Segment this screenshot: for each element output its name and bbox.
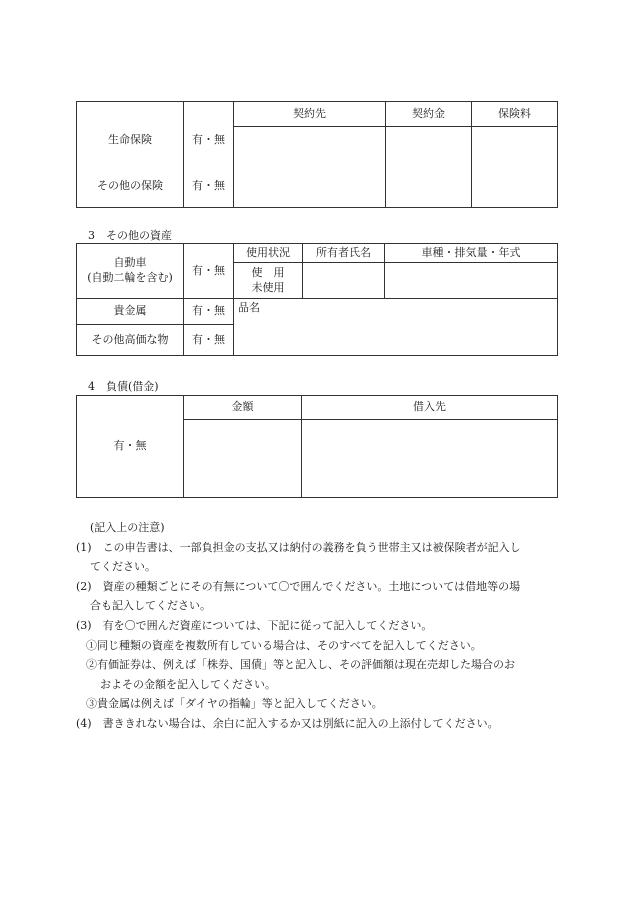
life-insurance-label: 生命保険	[108, 132, 152, 146]
other-insurance-status[interactable]: 有・無	[192, 178, 225, 192]
debt-table	[76, 395, 558, 498]
insurance-status-cell	[184, 127, 234, 208]
usage-not-in-use: 未使用	[251, 280, 285, 294]
note-line: ①同じ種類の資産を複数所有している場合は、そのすべてを記入してください。	[86, 638, 482, 652]
header-owner-name: 所有者氏名	[303, 244, 385, 263]
notes	[76, 518, 570, 734]
item-name-label: 品名	[238, 301, 260, 314]
header-contractor: 契約先	[234, 102, 386, 127]
car-status[interactable]: 有・無	[184, 244, 234, 299]
lender-field[interactable]	[302, 420, 558, 498]
valuables-label: その他高価な物	[77, 325, 184, 356]
header-lender: 借入先	[302, 396, 558, 420]
other-assets-table	[76, 243, 558, 356]
other-assets-title: 3 その他の資産	[88, 229, 172, 242]
header-car-model: 車種・排気量・年式	[385, 244, 558, 263]
other-insurance-label: その他の保険	[97, 178, 163, 192]
notes-heading: (記入上の注意)	[90, 521, 165, 534]
car-usage-cell[interactable]	[234, 263, 303, 299]
note-line: (1) この申告書は、一部負担金の支払又は納付の義務を負う世帯主又は被保険者が記入し	[76, 540, 521, 554]
insurance-labels	[77, 127, 184, 208]
car-label-line1: 自動車	[113, 256, 147, 270]
note-line: (3) 有を〇で囲んだ資産については、下記に従って記入してください。	[76, 618, 433, 632]
insurance-corner-cell-2	[184, 102, 234, 127]
amount-field[interactable]	[184, 420, 302, 498]
note-line: ③貴金属は例えば「ダイヤの指輪」等と記入してください。	[86, 697, 383, 711]
item-name-field[interactable]	[234, 299, 558, 356]
precious-metal-status[interactable]: 有・無	[184, 299, 234, 325]
precious-metal-label: 貴金属	[77, 299, 184, 325]
car-label	[77, 244, 184, 299]
insurance-table	[76, 101, 558, 208]
note-line: (4) 書ききれない場合は、余白に記入するか又は別紙に記入の上添付してください。	[76, 716, 499, 730]
usage-in-use: 使 用	[251, 265, 285, 279]
note-line: てください。	[90, 560, 156, 574]
note-line: (2) 資産の種類ごとにその有無について〇で囲んでください。土地については借地等の場	[76, 579, 521, 593]
contractor-field[interactable]	[234, 127, 386, 208]
header-amount: 金額	[184, 396, 302, 420]
valuables-status[interactable]: 有・無	[184, 325, 234, 356]
header-premium: 保険料	[472, 102, 558, 127]
car-label-line2: (自動二輪を含む)	[87, 271, 173, 284]
owner-name-field[interactable]	[303, 263, 385, 299]
note-line: およその金額を記入してください。	[100, 677, 276, 691]
note-line: 合も記入してください。	[90, 599, 211, 613]
debt-status[interactable]: 有・無	[77, 396, 184, 498]
insurance-corner-cell	[77, 102, 184, 127]
premium-field[interactable]	[472, 127, 558, 208]
debt-title: 4 負債(借金)	[88, 380, 159, 393]
header-contract-amount: 契約金	[386, 102, 472, 127]
car-model-field[interactable]	[385, 263, 558, 299]
header-usage: 使用状況	[234, 244, 303, 263]
contract-amount-field[interactable]	[386, 127, 472, 208]
life-insurance-status[interactable]: 有・無	[192, 132, 225, 146]
note-line: ②有価証券は、例えば「株券、国債」等と記入し、その評価額は現在売却した場合のお	[86, 658, 515, 672]
